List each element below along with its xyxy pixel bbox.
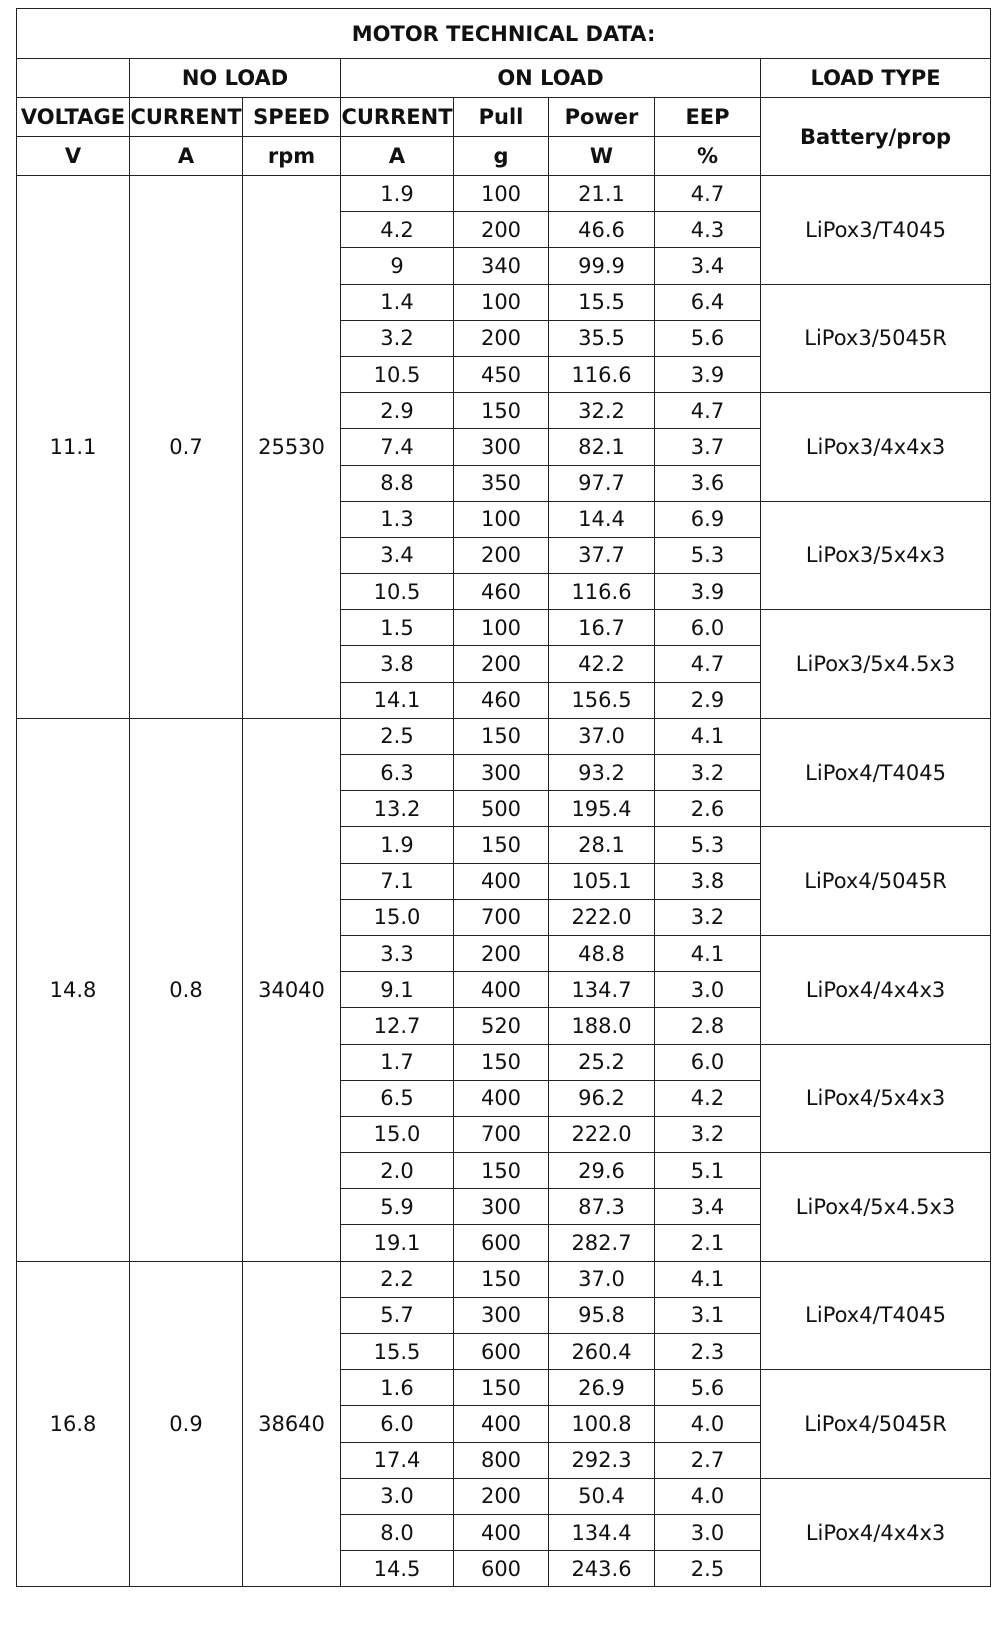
pull-cell: 200	[454, 537, 549, 573]
pull-cell: 300	[454, 1297, 549, 1333]
pull-cell: 100	[454, 176, 549, 212]
pull-cell: 400	[454, 1406, 549, 1442]
onload-current-cell: 9	[341, 248, 454, 284]
power-cell: 42.2	[549, 646, 655, 682]
pull-cell: 450	[454, 356, 549, 392]
eep-cell: 6.4	[655, 284, 761, 320]
battery-prop-cell: LiPox4/4x4x3	[761, 1478, 991, 1587]
table-body	[17, 176, 991, 1587]
onload-current-cell: 3.8	[341, 646, 454, 682]
noload-current-cell: 0.7	[130, 176, 243, 719]
battery-prop-cell: LiPox3/5045R	[761, 284, 991, 393]
battery-prop-cell: LiPox3/T4045	[761, 176, 991, 285]
voltage-cell: 14.8	[17, 718, 130, 1261]
eep-cell: 3.0	[655, 1514, 761, 1550]
noload-current-header: CURRENT	[130, 98, 243, 137]
battery-prop-header: Battery/prop	[761, 98, 991, 176]
eep-cell: 3.4	[655, 1189, 761, 1225]
power-cell: 26.9	[549, 1370, 655, 1406]
pull-cell: 700	[454, 899, 549, 935]
pull-cell: 200	[454, 1478, 549, 1514]
onload-current-header: CURRENT	[341, 98, 454, 137]
onload-current-cell: 8.0	[341, 1514, 454, 1550]
pull-cell: 150	[454, 1153, 549, 1189]
eep-cell: 3.1	[655, 1297, 761, 1333]
power-unit: W	[549, 137, 655, 176]
power-cell: 50.4	[549, 1478, 655, 1514]
pull-cell: 340	[454, 248, 549, 284]
noload-current-cell: 0.8	[130, 718, 243, 1261]
battery-prop-cell: LiPox4/T4045	[761, 1261, 991, 1370]
voltage-unit: V	[17, 137, 130, 176]
onload-current-cell: 6.3	[341, 755, 454, 791]
pull-cell: 800	[454, 1442, 549, 1478]
onload-current-cell: 1.3	[341, 501, 454, 537]
power-cell: 96.2	[549, 1080, 655, 1116]
pull-cell: 700	[454, 1116, 549, 1152]
onload-current-cell: 3.3	[341, 935, 454, 971]
power-cell: 243.6	[549, 1551, 655, 1587]
battery-prop-cell: LiPox3/5x4x3	[761, 501, 991, 610]
pull-cell: 200	[454, 935, 549, 971]
power-cell: 282.7	[549, 1225, 655, 1261]
onload-current-unit: A	[341, 137, 454, 176]
onload-current-cell: 10.5	[341, 356, 454, 392]
pull-cell: 200	[454, 212, 549, 248]
power-cell: 37.0	[549, 1261, 655, 1297]
eep-cell: 4.7	[655, 176, 761, 212]
eep-cell: 4.3	[655, 212, 761, 248]
table-row	[17, 176, 991, 212]
power-header: Power	[549, 98, 655, 137]
eep-cell: 4.7	[655, 646, 761, 682]
eep-cell: 2.7	[655, 1442, 761, 1478]
pull-header: Pull	[454, 98, 549, 137]
power-cell: 105.1	[549, 863, 655, 899]
power-cell: 35.5	[549, 320, 655, 356]
pull-cell: 600	[454, 1551, 549, 1587]
eep-cell: 3.2	[655, 755, 761, 791]
power-cell: 28.1	[549, 827, 655, 863]
eep-cell: 2.8	[655, 1008, 761, 1044]
on-load-header: ON LOAD	[341, 59, 761, 98]
battery-prop-cell: LiPox4/5045R	[761, 827, 991, 936]
pull-cell: 300	[454, 755, 549, 791]
eep-cell: 3.2	[655, 899, 761, 935]
power-cell: 99.9	[549, 248, 655, 284]
battery-prop-cell: LiPox3/4x4x3	[761, 393, 991, 502]
pull-cell: 350	[454, 465, 549, 501]
pull-cell: 400	[454, 863, 549, 899]
eep-cell: 5.6	[655, 1370, 761, 1406]
speed-cell: 38640	[243, 1261, 341, 1587]
eep-cell: 3.9	[655, 574, 761, 610]
eep-cell: 3.6	[655, 465, 761, 501]
pull-cell: 200	[454, 320, 549, 356]
noload-current-unit: A	[130, 137, 243, 176]
table-row	[17, 718, 991, 754]
pull-cell: 150	[454, 827, 549, 863]
pull-cell: 150	[454, 718, 549, 754]
power-cell: 37.0	[549, 718, 655, 754]
eep-cell: 6.0	[655, 1044, 761, 1080]
power-cell: 156.5	[549, 682, 655, 718]
onload-current-cell: 1.9	[341, 827, 454, 863]
battery-prop-cell: LiPox4/4x4x3	[761, 935, 991, 1044]
pull-cell: 400	[454, 1080, 549, 1116]
battery-prop-cell: LiPox4/5x4x3	[761, 1044, 991, 1153]
battery-prop-cell: LiPox3/5x4.5x3	[761, 610, 991, 719]
motor-technical-data-table	[16, 8, 991, 1587]
eep-cell: 2.3	[655, 1334, 761, 1370]
pull-cell: 100	[454, 610, 549, 646]
onload-current-cell: 17.4	[341, 1442, 454, 1478]
pull-cell: 400	[454, 972, 549, 1008]
onload-current-cell: 14.5	[341, 1551, 454, 1587]
pull-cell: 520	[454, 1008, 549, 1044]
eep-cell: 5.3	[655, 827, 761, 863]
onload-current-cell: 5.7	[341, 1297, 454, 1333]
eep-cell: 3.4	[655, 248, 761, 284]
onload-current-cell: 1.4	[341, 284, 454, 320]
eep-cell: 3.0	[655, 972, 761, 1008]
power-cell: 29.6	[549, 1153, 655, 1189]
onload-current-cell: 2.5	[341, 718, 454, 754]
battery-prop-cell: LiPox4/5x4.5x3	[761, 1153, 991, 1262]
power-cell: 37.7	[549, 537, 655, 573]
onload-current-cell: 12.7	[341, 1008, 454, 1044]
onload-current-cell: 2.9	[341, 393, 454, 429]
onload-current-cell: 3.0	[341, 1478, 454, 1514]
onload-current-cell: 3.4	[341, 537, 454, 573]
battery-prop-cell: LiPox4/5045R	[761, 1370, 991, 1479]
pull-cell: 460	[454, 682, 549, 718]
power-cell: 134.7	[549, 972, 655, 1008]
power-cell: 46.6	[549, 212, 655, 248]
onload-current-cell: 2.0	[341, 1153, 454, 1189]
pull-cell: 150	[454, 1044, 549, 1080]
power-cell: 82.1	[549, 429, 655, 465]
power-cell: 87.3	[549, 1189, 655, 1225]
power-cell: 15.5	[549, 284, 655, 320]
power-cell: 260.4	[549, 1334, 655, 1370]
onload-current-cell: 19.1	[341, 1225, 454, 1261]
power-cell: 222.0	[549, 1116, 655, 1152]
eep-cell: 4.2	[655, 1080, 761, 1116]
onload-current-cell: 5.9	[341, 1189, 454, 1225]
onload-current-cell: 14.1	[341, 682, 454, 718]
power-cell: 222.0	[549, 899, 655, 935]
pull-cell: 300	[454, 1189, 549, 1225]
pull-cell: 300	[454, 429, 549, 465]
onload-current-cell: 15.5	[341, 1334, 454, 1370]
pull-cell: 600	[454, 1225, 549, 1261]
onload-current-cell: 13.2	[341, 791, 454, 827]
power-cell: 134.4	[549, 1514, 655, 1550]
pull-unit: g	[454, 137, 549, 176]
noload-current-cell: 0.9	[130, 1261, 243, 1587]
speed-cell: 34040	[243, 718, 341, 1261]
eep-cell: 2.5	[655, 1551, 761, 1587]
pull-cell: 150	[454, 1370, 549, 1406]
power-cell: 100.8	[549, 1406, 655, 1442]
eep-cell: 4.0	[655, 1478, 761, 1514]
eep-cell: 2.1	[655, 1225, 761, 1261]
pull-cell: 600	[454, 1334, 549, 1370]
onload-current-cell: 6.0	[341, 1406, 454, 1442]
power-cell: 14.4	[549, 501, 655, 537]
eep-cell: 6.0	[655, 610, 761, 646]
eep-cell: 3.9	[655, 356, 761, 392]
onload-current-cell: 1.9	[341, 176, 454, 212]
power-cell: 32.2	[549, 393, 655, 429]
eep-cell: 5.3	[655, 537, 761, 573]
eep-cell: 3.8	[655, 863, 761, 899]
no-load-header: NO LOAD	[130, 59, 341, 98]
onload-current-cell: 10.5	[341, 574, 454, 610]
power-cell: 116.6	[549, 574, 655, 610]
eep-cell: 2.9	[655, 682, 761, 718]
onload-current-cell: 1.6	[341, 1370, 454, 1406]
onload-current-cell: 1.5	[341, 610, 454, 646]
power-cell: 93.2	[549, 755, 655, 791]
pull-cell: 460	[454, 574, 549, 610]
onload-current-cell: 2.2	[341, 1261, 454, 1297]
onload-current-cell: 3.2	[341, 320, 454, 356]
onload-current-cell: 7.1	[341, 863, 454, 899]
eep-cell: 4.1	[655, 1261, 761, 1297]
onload-current-cell: 1.7	[341, 1044, 454, 1080]
power-cell: 97.7	[549, 465, 655, 501]
eep-cell: 4.0	[655, 1406, 761, 1442]
eep-unit: %	[655, 137, 761, 176]
onload-current-cell: 7.4	[341, 429, 454, 465]
eep-cell: 2.6	[655, 791, 761, 827]
eep-cell: 4.1	[655, 718, 761, 754]
eep-cell: 3.7	[655, 429, 761, 465]
onload-current-cell: 9.1	[341, 972, 454, 1008]
power-cell: 25.2	[549, 1044, 655, 1080]
table-title: MOTOR TECHNICAL DATA:	[17, 9, 991, 59]
speed-unit: rpm	[243, 137, 341, 176]
power-cell: 21.1	[549, 176, 655, 212]
eep-header: EEP	[655, 98, 761, 137]
eep-cell: 5.6	[655, 320, 761, 356]
power-cell: 48.8	[549, 935, 655, 971]
pull-cell: 400	[454, 1514, 549, 1550]
power-cell: 116.6	[549, 356, 655, 392]
eep-cell: 3.2	[655, 1116, 761, 1152]
onload-current-cell: 4.2	[341, 212, 454, 248]
eep-cell: 4.7	[655, 393, 761, 429]
battery-prop-cell: LiPox4/T4045	[761, 718, 991, 827]
onload-current-cell: 15.0	[341, 899, 454, 935]
power-cell: 16.7	[549, 610, 655, 646]
pull-cell: 500	[454, 791, 549, 827]
load-type-header: LOAD TYPE	[761, 59, 991, 98]
voltage-header: VOLTAGE	[17, 98, 130, 137]
pull-cell: 100	[454, 284, 549, 320]
speed-header: SPEED	[243, 98, 341, 137]
empty-header-cell	[17, 59, 130, 98]
power-cell: 292.3	[549, 1442, 655, 1478]
eep-cell: 6.9	[655, 501, 761, 537]
pull-cell: 150	[454, 393, 549, 429]
power-cell: 195.4	[549, 791, 655, 827]
speed-cell: 25530	[243, 176, 341, 719]
pull-cell: 100	[454, 501, 549, 537]
onload-current-cell: 8.8	[341, 465, 454, 501]
power-cell: 188.0	[549, 1008, 655, 1044]
onload-current-cell: 6.5	[341, 1080, 454, 1116]
table-row	[17, 1261, 991, 1297]
eep-cell: 4.1	[655, 935, 761, 971]
onload-current-cell: 15.0	[341, 1116, 454, 1152]
voltage-cell: 16.8	[17, 1261, 130, 1587]
eep-cell: 5.1	[655, 1153, 761, 1189]
pull-cell: 150	[454, 1261, 549, 1297]
power-cell: 95.8	[549, 1297, 655, 1333]
pull-cell: 200	[454, 646, 549, 682]
voltage-cell: 11.1	[17, 176, 130, 719]
